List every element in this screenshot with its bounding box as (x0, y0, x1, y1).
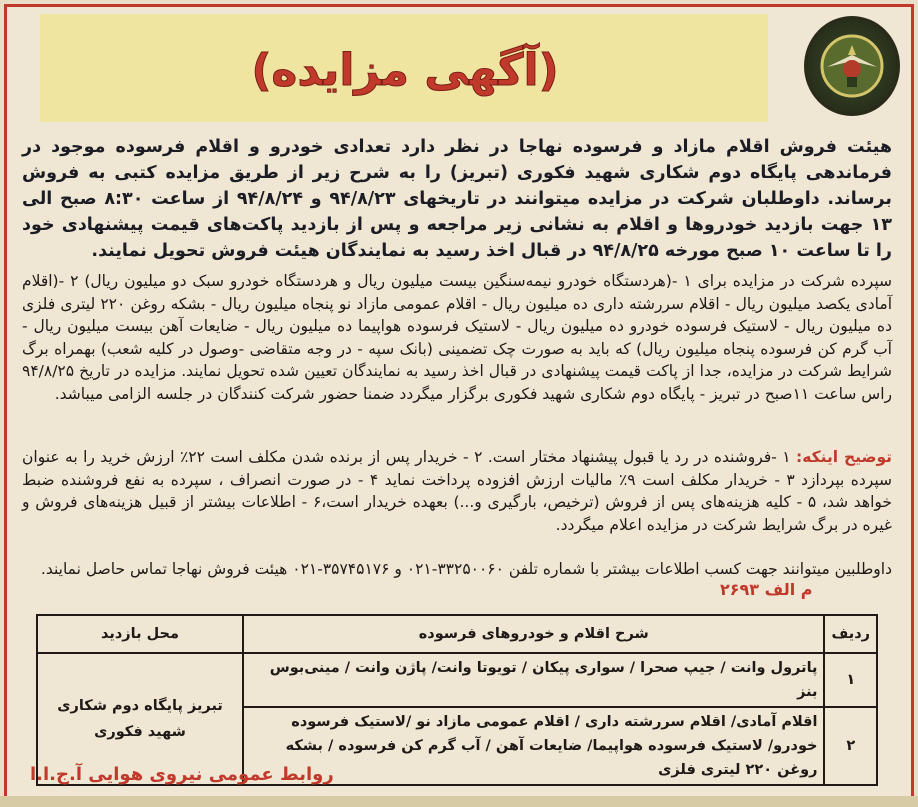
table-header-row (37, 615, 877, 653)
visit-place: تبریز پایگاه دوم شکاری شهید فکوری (37, 653, 243, 785)
notes-lead: توضیح اینکه: (796, 448, 892, 466)
notes-text: ۱ -فروشنده در رد یا قبول پیشنهاد مختار است. ۲ - خریدار پس از برنده شدن مکلف است ۲۲٪ ارزش خرید را به عنوان سپرده بپردازد ۳ - خریدار مکلف است ۹٪ مالیات ارزش افزوده پرداخت نماید ۴ - در صورت انصراف ، سپرده به نفع فروشنده ضبط خواهد شد، ۵ - کلیه هزینه‌های پس از فروش (ترخیص، بارگیری و...) بعهده خریدار است،۶ - اطلاعات بیشتر از قبیل هزینه‌های فروش و غیره در برگ شرایط شرکت در مزایده اعلام میگردد. (22, 448, 892, 534)
header-visit-place: محل بازدید (37, 615, 243, 653)
bottom-stripe (0, 796, 918, 807)
row-number: ۲ (824, 707, 877, 785)
row-number: ۱ (824, 653, 877, 707)
items-table (36, 614, 878, 786)
intro-paragraph: هیئت فروش اقلام مازاد و فرسوده نهاجا در نظر دارد تعدادی خودرو و اقلام فرسوده موجود در فرماندهی پایگاه دوم شکاری شهید فکوری (تبریز) را به شرح زیر از طریق مزایده کتبی به فروش برساند. داوطلبان شرکت در مزایده میتوانند در تاریخهای ۹۴/۸/۲۳ و ۹۴/۸/۲۴ از ساعت ۸:۳۰ صبح الی ۱۳ جهت بازدید خودروها و اقلام به نشانی زیر مراجعه و پس از بازدید پاکت‌های قیمت پیشنهادی خود را تا ساعت ۱۰ صبح مورخه ۹۴/۸/۲۵ در قبال اخذ رسید به نمایندگان هیئت فروش تحویل نمایند. (22, 137, 892, 261)
footer-signature: روابط عمومی نیروی هوایی آ.ج.ا.ا (30, 764, 334, 785)
deposit-block (22, 270, 892, 405)
table-row (37, 653, 877, 707)
air-force-emblem-icon (804, 16, 900, 116)
contact-paragraph: داوطلبین میتوانند جهت کسب اطلاعات بیشتر با شماره تلفن ۳۳۲۵۰۰۶۰-۰۲۱ و ۳۵۷۴۵۱۷۶-۰۲۱ هیئت فروش نهاجا تماس حاصل نمایند. (40, 560, 892, 578)
session-paragraph: مزایده در تاریخ ۹۴/۸/۲۵ راس ساعت ۱۱صبح در تبریز - پایگاه دوم شکاری شهید فکوری برگزار میگردد ضمنا حضور شرکت کنندگان در جلسه الزامی میباشد. (22, 362, 892, 403)
notes-block (22, 446, 892, 536)
row-description: اقلام آمادی/ اقلام سررشته داری / اقلام عمومی مازاد نو /لاستیک فرسوده خودرو/ لاستیک فرسوده هواپیما/ ضایعات آهن / آب گرم کن فرسوده / بشکه روغن ۲۲۰ لیتری فلزی (243, 707, 824, 785)
header-row-number: ردیف (824, 615, 877, 653)
ad-code: م الف ۲۶۹۳ (720, 580, 813, 599)
header-description: شرح اقلام و خودروهای فرسوده (243, 615, 824, 653)
notice-title: (آگهی مزایده) (251, 44, 559, 96)
deposit-paragraph: سپرده شرکت در مزایده برای ۱ -(هردستگاه خودرو نیمه‌سنگین بیست میلیون ریال و هردستگاه خودرو سبک دو میلیون ریال) ۲ -(اقلام آمادی یکصد میلیون ریال - اقلام سررشته داری ده میلیون ریال - اقلام عمومی مازاد نو پنجاه میلیون ریال - بشکه روغن ۲۲۰ لیتری فلزی ده میلیون ریال - لاستیک فرسوده خودرو ده میلیون ریال - لاستیک فرسوده هواپیما ده میلیون ریال - ضایعات آهن بیست میلیون ریال - آب گرم کن فرسوده پنجاه میلیون ریال) که باید به صورت چک تضمینی (بانک سپه - در وجه متقاضی -وصول در کلیه شعب) بهمراه برگ شرایط شرکت در مزایده، جدا از پاکت قیمت پیشنهادی در قبال اخذ رسید به نمایندگان تعیین شده تحویل نمایند. (22, 272, 892, 380)
row-description: پاترول وانت / جیپ صحرا / سواری پیکان / تویوتا وانت/ پاژن وانت / مینی‌بوس بنز (243, 653, 824, 707)
